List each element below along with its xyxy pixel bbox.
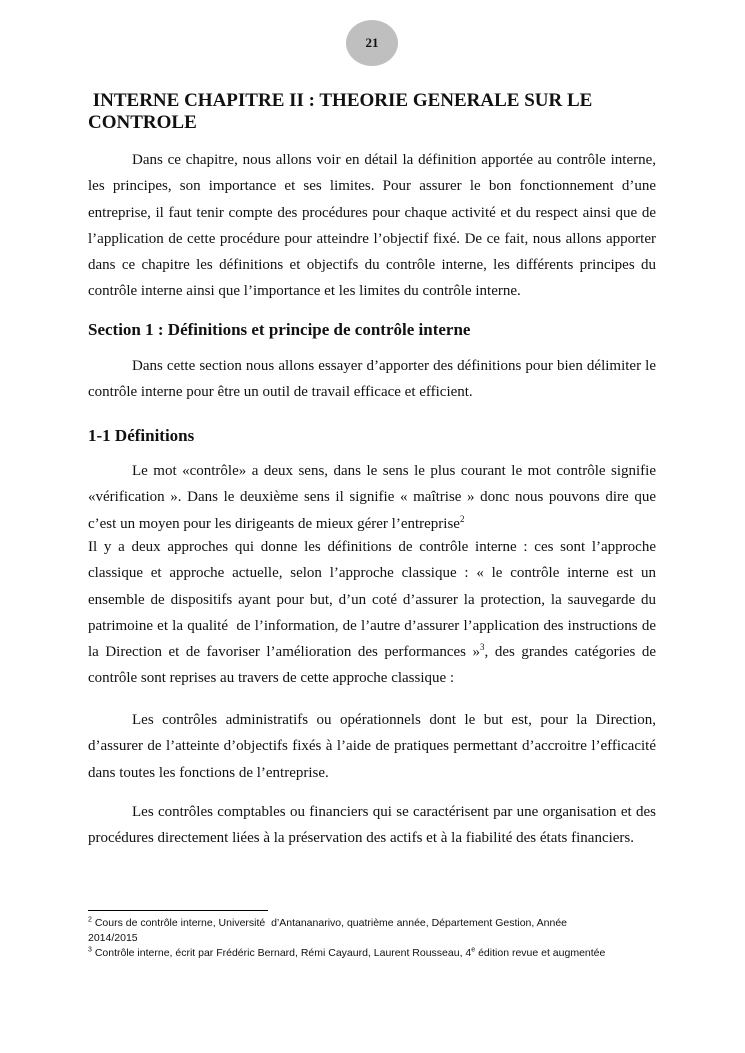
text: c’est un moyen pour les dirigeants de mieux gérer l’entreprise bbox=[88, 515, 460, 532]
page-number: 21 bbox=[365, 35, 379, 50]
text-line: patrimoine et la qualité de l’information, de l’autre d’assurer l’application des instructions de bbox=[88, 617, 656, 634]
text: la Direction et de favoriser l’amélioration des performances » bbox=[88, 644, 481, 661]
paragraph-approaches bbox=[88, 534, 656, 692]
text-line: dans toutes les fonctions de l’entreprise. bbox=[88, 764, 329, 781]
footnote-text: édition revue et augmentée bbox=[475, 947, 606, 959]
footnote-2 bbox=[88, 916, 688, 945]
footnote-mark: 3 bbox=[88, 946, 92, 954]
text-line: contrôle interne pour être un outil de travail efficace et efficient. bbox=[88, 384, 473, 401]
text-line: procédures directement liées à la préservation des actifs et à la fiabilité des états financiers. bbox=[88, 830, 635, 847]
text-line: d’assurer de l’atteinte d’objectifs fixés à l’aide de pratiques permettant d’accroitre l’efficacité bbox=[88, 738, 656, 755]
text-line: Le mot «contrôle» a deux sens, dans le sens le plus courant le mot contrôle signifie bbox=[132, 463, 656, 479]
text-line: entreprise, il faut tenir compte des procédures pour chaque activité et du respect ainsi que de bbox=[88, 204, 656, 221]
footnote-ref[interactable]: 3 bbox=[480, 642, 485, 653]
paragraph-definitions bbox=[88, 458, 656, 537]
text: , des grandes catégories de bbox=[484, 644, 656, 661]
footnote-text: 2014/2015 bbox=[88, 931, 138, 944]
text-line: contrôle sont reprises au travers de cette approche classique : bbox=[88, 670, 455, 687]
text-line: les principes, son importance et ses limites. Pour assurer le bon fonctionnement d’une bbox=[88, 178, 656, 195]
footnote-text: Cours de contrôle interne, Université d’Antananarivo, quatrième année, Département Gestion, Année bbox=[91, 917, 568, 929]
text-line: Il y a deux approches qui donne les définitions de contrôle interne : ces sont l’approche bbox=[88, 539, 656, 555]
section-heading: Section 1 : Définitions et principe de contrôle interne bbox=[88, 320, 471, 339]
superscript: e bbox=[471, 946, 476, 954]
text-line: Les contrôles comptables ou financiers qui se caractérisent par une organisation et des bbox=[132, 804, 656, 820]
text-line bbox=[88, 511, 656, 537]
paragraph-accounting bbox=[88, 799, 656, 852]
text-line: classique et approche actuelle, selon l’approche classique : « le contrôle interne est un bbox=[88, 565, 656, 582]
paragraph-section-intro bbox=[88, 353, 656, 406]
subsection-heading: 1-1 Définitions bbox=[88, 426, 195, 445]
footnote-text: Contrôle interne, écrit par Frédéric Bernard, Rémi Cayaurd, Laurent Rousseau, 4 bbox=[91, 947, 472, 959]
chapter-title-line: INTERNE CHAPITRE II : THEORIE GENERALE SUR LE bbox=[88, 90, 593, 111]
paragraph-administrative bbox=[88, 707, 656, 786]
footnote-mark: 2 bbox=[88, 916, 92, 924]
text-line: «vérification ». Dans le deuxième sens il signifie « maîtrise » donc nous pouvons dire que bbox=[88, 489, 656, 506]
text-line: Les contrôles administratifs ou opérationnels dont le but est, pour la Direction, bbox=[132, 712, 656, 728]
chapter-title bbox=[88, 90, 656, 134]
text-line: Dans cette section nous allons essayer d’apporter des définitions pour bien délimiter le bbox=[132, 358, 656, 374]
page-number-badge bbox=[346, 20, 398, 66]
footnote-separator bbox=[88, 910, 268, 911]
text-line: dans ce chapitre les définitions et objectifs du contrôle interne, les différents principes du bbox=[88, 257, 656, 274]
text-line: Dans ce chapitre, nous allons voir en détail la définition apportée au contrôle interne, bbox=[132, 152, 656, 168]
text-line bbox=[88, 639, 656, 665]
chapter-title-line: CONTROLE bbox=[88, 112, 197, 133]
text-line: contrôle interne ainsi que l’importance et les limites du contrôle interne. bbox=[88, 283, 521, 300]
text-line: l’application de cette procédure pour atteindre l’objectif fixé. De ce fait, nous allons apporter bbox=[88, 230, 656, 247]
paragraph-intro bbox=[88, 147, 656, 305]
text-line: ensemble de dispositifs ayant pour but, d’un coté d’assurer la protection, la sauvegarde du bbox=[88, 591, 656, 608]
footnote-ref[interactable]: 2 bbox=[459, 513, 465, 524]
footnote-3 bbox=[88, 946, 688, 961]
